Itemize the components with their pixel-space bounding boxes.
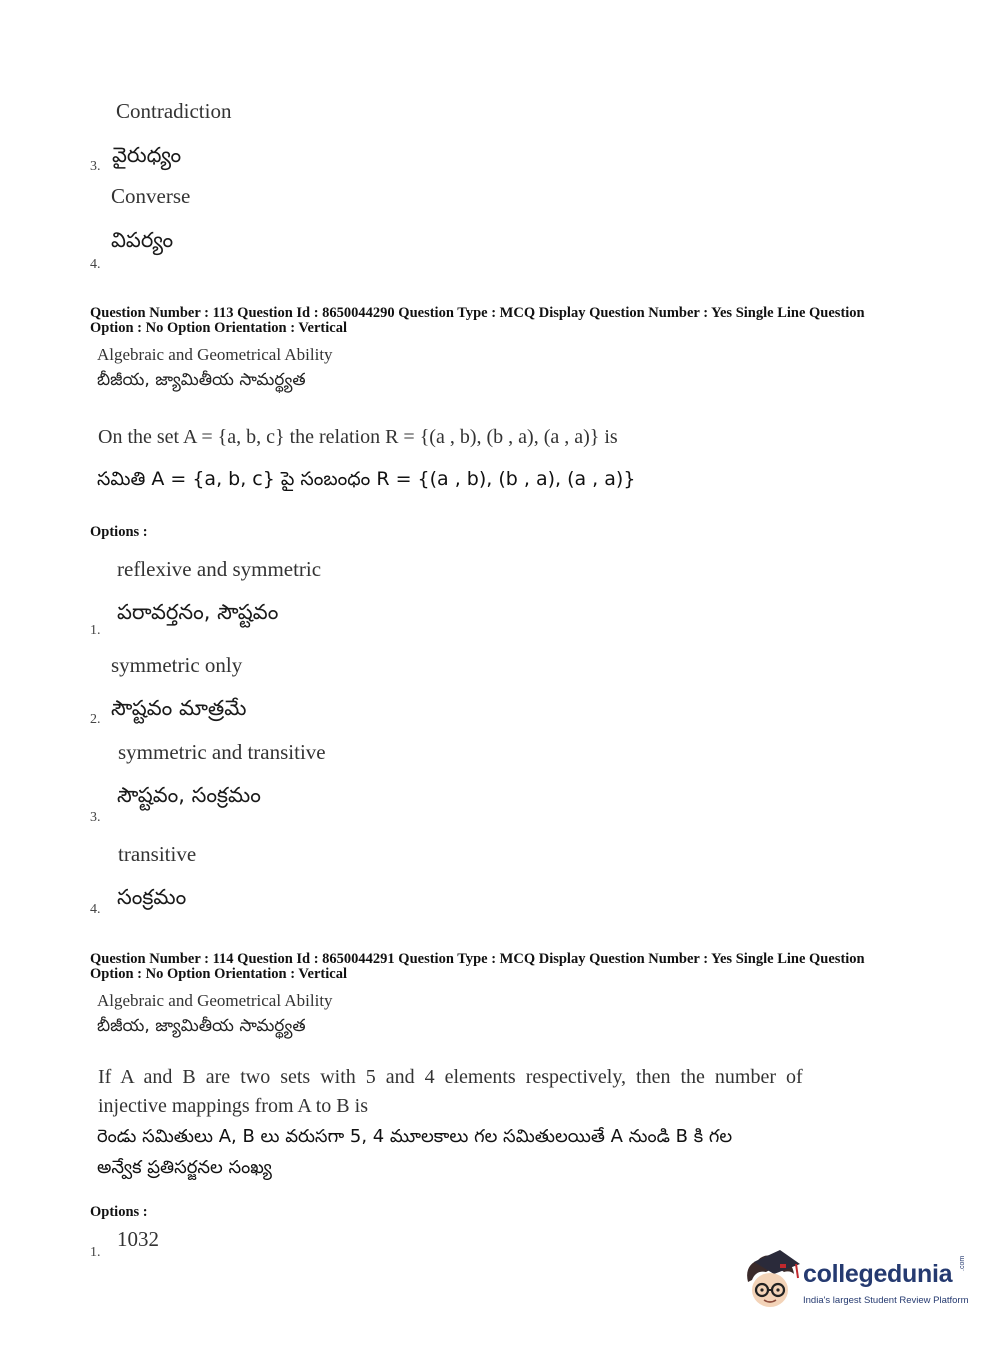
- question-meta-line1: Question Number : 114 Question Id : 8650044291 Question Type : MCQ Display Question Number : Yes Single Line Question: [90, 951, 865, 967]
- question-text-en-line1: If A and B are two sets with 5 and 4 elements respectively, then the number of: [98, 1066, 803, 1088]
- subject-en: Algebraic and Geometrical Ability: [97, 991, 333, 1010]
- option-text-te: సౌష్టవం మాత్రమే: [111, 696, 247, 720]
- option-text-en: transitive: [118, 842, 197, 866]
- subject-te: బీజీయ, జ్యామితీయ సామర్థ్యత: [97, 1016, 306, 1036]
- question-text-en: On the set A = {a, b, c} the relation R = {(a , b), (b , a), (a , a)} is: [98, 426, 618, 448]
- option-text-en: Contradiction: [116, 99, 232, 123]
- option-number: 4.: [90, 902, 101, 917]
- question-text-en-line2: injective mappings from A to B is: [98, 1095, 368, 1117]
- option-text-te: సౌష్టవం, సంక్రమం: [117, 783, 261, 807]
- option-text-en: symmetric only: [111, 653, 243, 677]
- options-label: Options :: [90, 524, 148, 540]
- option-text-en: Converse: [111, 184, 191, 208]
- question-text-te-line2: అన్వేక ప్రతిసర్జనల సంఖ్య: [97, 1157, 272, 1178]
- question-text-te-line1: రెండు సమితులు A, B లు వరుసగా 5, 4 మూలకాలు గల సమితులయితే A నుండి B కి గల: [97, 1126, 733, 1147]
- option-text-te: పరావర్తనం, సౌష్టవం: [117, 600, 279, 624]
- brand-suffix: .com: [959, 1255, 966, 1271]
- option-text-en: reflexive and symmetric: [117, 557, 322, 581]
- option-number: 3.: [90, 159, 101, 174]
- option-number: 1.: [90, 1245, 101, 1260]
- subject-te: బీజీయ, జ్యామితీయ సామర్థ్యత: [97, 370, 306, 390]
- brand-name: collegedunia: [803, 1260, 953, 1288]
- question-text-te: సమితి A = {a, b, c} పై సంబంధం R = {(a , b), (b , a), (a , a)}: [97, 468, 636, 490]
- option-text-en: symmetric and transitive: [118, 740, 326, 764]
- option-number: 4.: [90, 257, 101, 272]
- subject-en: Algebraic and Geometrical Ability: [97, 345, 333, 364]
- option-text-te: వైరుధ్యం: [112, 143, 182, 167]
- option-text-te: విపర్యం: [111, 228, 174, 252]
- option-number: 3.: [90, 810, 101, 825]
- question-meta-line2: Option : No Option Orientation : Vertical: [90, 320, 347, 336]
- options-label: Options :: [90, 1204, 148, 1220]
- option-text-en: 1032: [117, 1227, 159, 1251]
- brand-tagline: India's largest Student Review Platform: [803, 1295, 969, 1306]
- mascot-icon: [740, 1248, 802, 1314]
- option-text-te: సంక్రమం: [117, 885, 187, 909]
- question-meta-line2: Option : No Option Orientation : Vertical: [90, 966, 347, 982]
- option-number: 2.: [90, 712, 101, 727]
- collegedunia-logo: [740, 1248, 970, 1314]
- option-number: 1.: [90, 623, 101, 638]
- question-meta-line1: Question Number : 113 Question Id : 8650044290 Question Type : MCQ Display Question Number : Yes Single Line Question: [90, 305, 865, 321]
